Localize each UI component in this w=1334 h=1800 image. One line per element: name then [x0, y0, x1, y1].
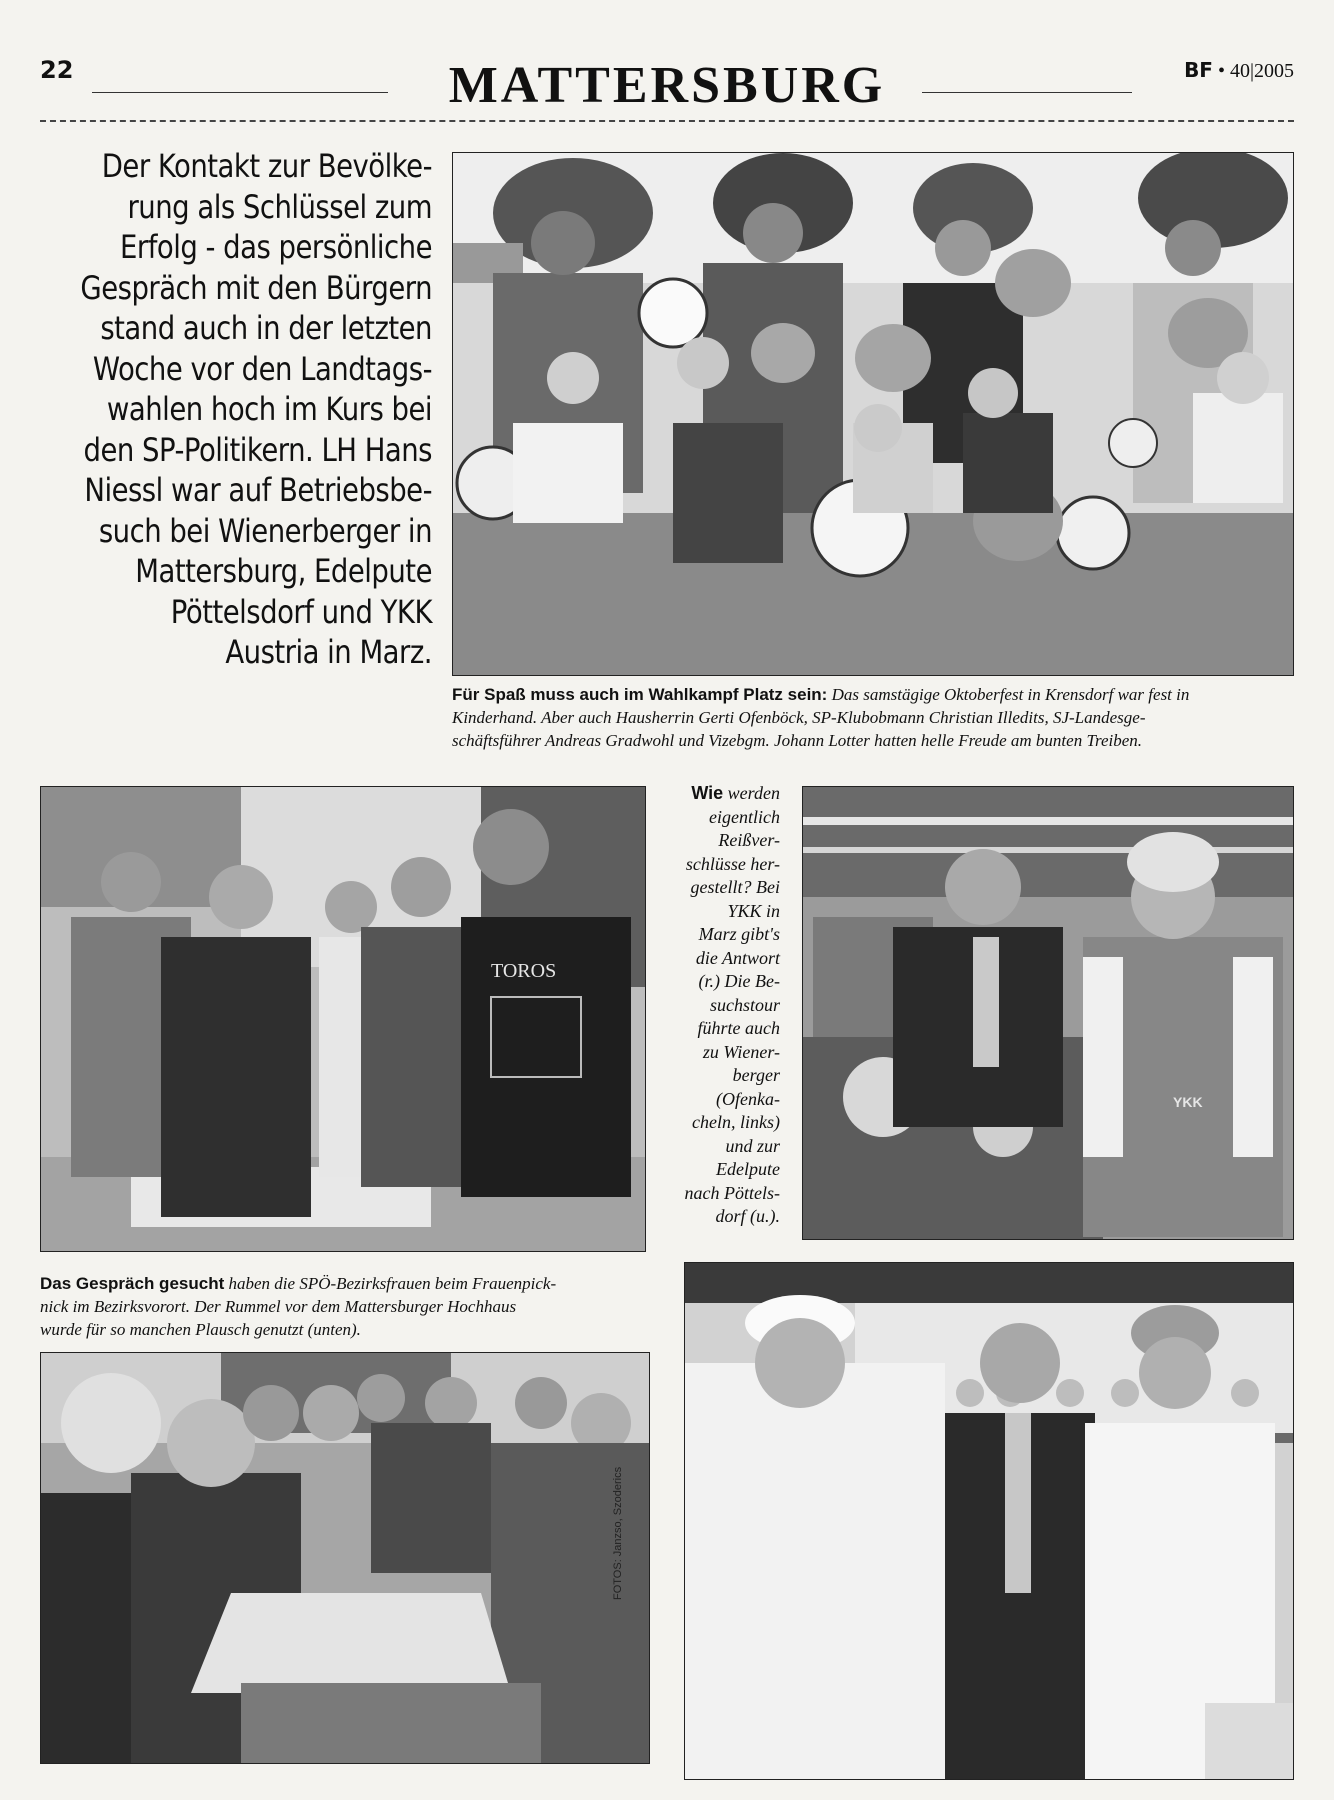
caption-line: gestellt? Bei [690, 877, 780, 897]
caption-line: dorf (u.). [715, 1206, 780, 1226]
lead-line: Pöttelsdorf und YKK [170, 592, 432, 631]
issue-number: 40|2005 [1229, 60, 1294, 82]
caption-line: schlüsse her- [685, 853, 780, 874]
caption-oktoberfest [452, 683, 1292, 752]
caption-line: eigentlich [709, 806, 780, 827]
photo-credit: FOTOS: Janzso, Szoderics [612, 1466, 624, 1600]
caption-text: Das samstägige Oktoberfest in Krensdorf war fest in [827, 685, 1190, 704]
caption-line: schäftsführer Andreas Gradwohl und Vizebgm. Johann Lotter hatten helle Freude am bunten Treiben. [452, 731, 1143, 750]
caption-line: Edelpute [716, 1159, 780, 1179]
caption-line: Marz gibt's [698, 924, 780, 944]
lead-line: Mattersburg, Edelpute [135, 552, 432, 590]
caption-line: berger [732, 1065, 780, 1085]
caption-lead: Das Gespräch gesucht [40, 1274, 225, 1293]
caption-line: nach Pöttels- [684, 1182, 780, 1203]
lead-line: stand auch in der letzten [100, 309, 432, 347]
shirt-text: TOROS [491, 960, 557, 982]
caption-line: führte auch [697, 1018, 780, 1038]
lead-line: Gespräch mit den Bürgern [80, 268, 432, 307]
photo-wienerberger [40, 786, 646, 1252]
header-dashed-divider [40, 120, 1294, 122]
caption-line: nick im Bezirksvorort. Der Rummel vor dem Mattersburger Hochhaus [40, 1297, 517, 1316]
vest-text: YKK [1173, 1094, 1203, 1110]
caption-line [40, 1272, 650, 1295]
caption-line: zu Wiener- [702, 1041, 780, 1062]
caption-ykk [650, 782, 780, 1229]
photo-edelpute [684, 1262, 1294, 1780]
lead-line: such bei Wienerberger in [98, 511, 432, 550]
caption-line: suchstour [709, 994, 780, 1015]
header-rule-right [922, 92, 1132, 93]
lead-line: Niessl war auf Betriebsbe- [84, 471, 432, 509]
caption-line: Reißver- [718, 830, 780, 850]
section-title: MATTERSBURG [448, 57, 886, 114]
bullet-separator: • [1217, 60, 1230, 82]
caption-line: wurde für so manchen Plausch genutzt (unten). [40, 1320, 361, 1339]
caption-line: die Antwort [695, 947, 780, 968]
page-number: 22 [40, 56, 74, 84]
lead-line: Erfolg - das persönliche [120, 228, 432, 266]
caption-line: Kinderhand. Aber auch Hausherrin Gerti Ofenböck, SP-Klubobmann Christian Illedits, SJ-Landesge- [452, 708, 1146, 727]
lead-line: wahlen hoch im Kurs bei [106, 390, 433, 428]
caption-line: (Ofenka- [716, 1088, 780, 1109]
photo-ykk [802, 786, 1294, 1240]
lead-line: rung als Schlüssel zum [127, 187, 432, 226]
caption-text: haben die SPÖ-Bezirksfrauen beim Frauenpick- [224, 1274, 557, 1293]
caption-lead: Für Spaß muss auch im Wahlkampf Platz sein: [452, 685, 828, 704]
caption-line: cheln, links) [692, 1112, 780, 1132]
caption-lead: Wie [691, 783, 724, 803]
caption-line: und zur [725, 1135, 780, 1156]
publication-name: BF [1184, 58, 1213, 82]
caption-line: YKK in [727, 900, 780, 921]
lead-line: Der Kontakt zur Bevölke- [101, 147, 432, 185]
lead-paragraph [40, 146, 432, 673]
caption-line: (r.) Die Be- [698, 971, 780, 991]
issue-info [1184, 58, 1294, 83]
caption-frauenpicknick [40, 1272, 650, 1341]
lead-line: Woche vor den Landtags- [92, 349, 432, 388]
caption-line [452, 683, 1292, 706]
photo-frauenpicknick [40, 1352, 650, 1764]
lead-line: Austria in Marz. [225, 633, 432, 671]
photo-oktoberfest [452, 152, 1294, 676]
lead-line: den SP-Politikern. LH Hans [83, 430, 433, 469]
caption-line: werden [723, 783, 780, 803]
